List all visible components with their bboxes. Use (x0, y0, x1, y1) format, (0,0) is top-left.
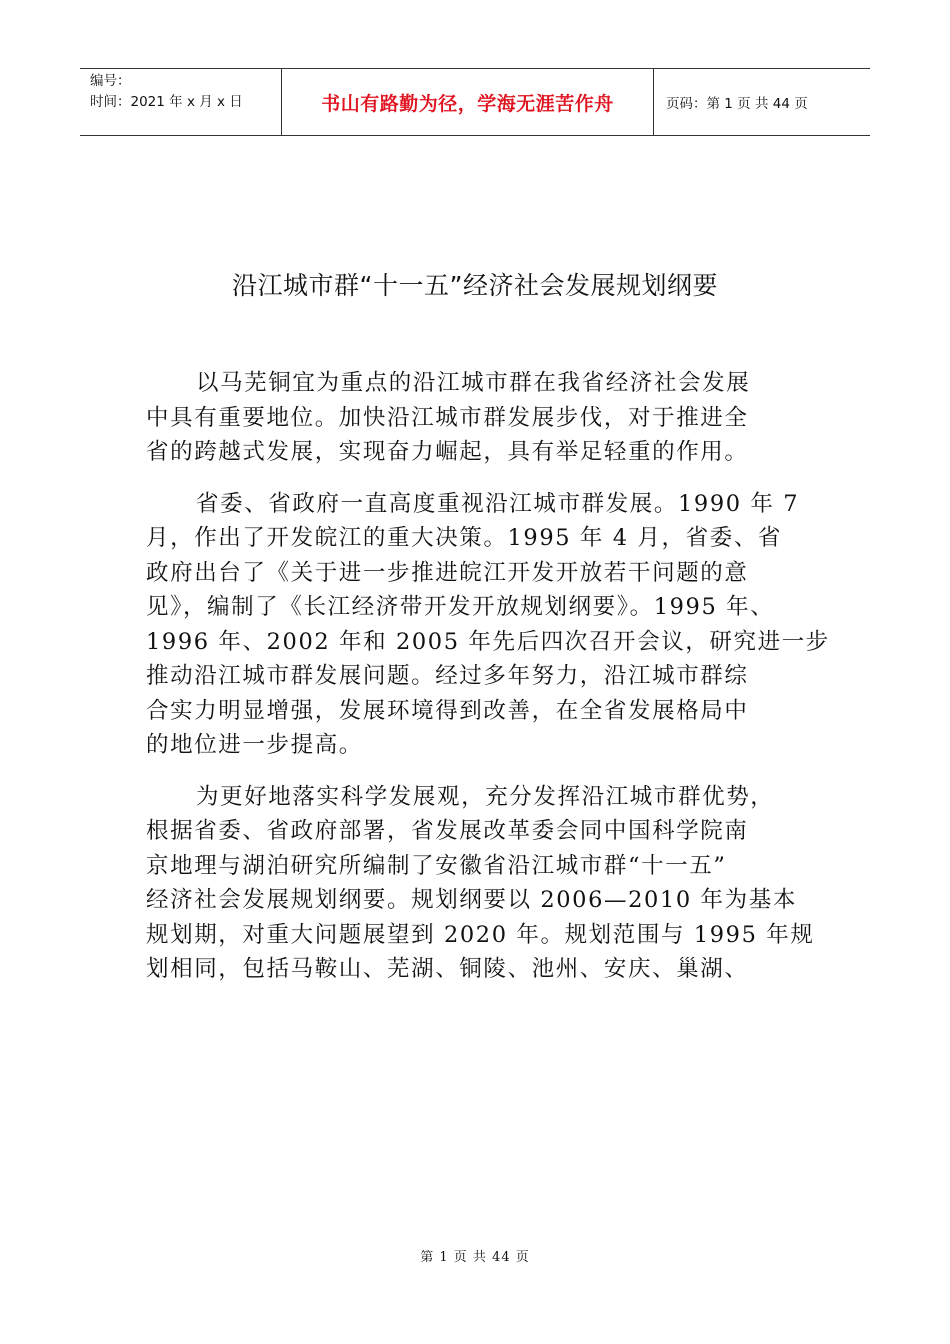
paragraph-line: 为更好地落实科学发展观，充分发挥沿江城市群优势， (196, 783, 775, 810)
header-page-info: 页码：第 1 页 共 44 页 (666, 96, 808, 112)
paragraph-line: 的地位进一步提高。 (146, 732, 363, 758)
document-title: 沿江城市群“十一五”经济社会发展规划纲要 (232, 271, 718, 300)
header-motto: 书山有路勤为径，学海无涯苦作舟 (321, 92, 614, 115)
paragraph-line: 1996 年、2002 年和 2005 年先后四次召开会议，研究进一步 (146, 628, 830, 655)
header-meta (80, 69, 282, 135)
document-date: 时间：2021 年 x 月 x 日 (90, 94, 243, 110)
paragraph-line: 经济社会发展规划纲要。规划纲要以 2006—2010 年为基本 (146, 887, 797, 913)
document-number-label: 编号： (90, 73, 131, 89)
page-footer: 第 1 页 共 44 页 (420, 1250, 530, 1265)
document-body (146, 366, 830, 987)
paragraph-line: 中具有重要地位。加快沿江城市群发展步伐，对于推进全 (146, 404, 749, 431)
paragraph-line: 见》，编制了《长江经济带开发开放规划纲要》。1995 年、 (146, 594, 775, 620)
paragraph-line: 规划期，对重大问题展望到 2020 年。规划范围与 1995 年规 (146, 921, 815, 948)
paragraph-line: 合实力明显增强，发展环境得到改善，在全省发展格局中 (146, 697, 749, 724)
header-motto-cell (282, 69, 654, 135)
paragraph-line: 划相同，包括马鞍山、芜湖、铜陵、池州、安庆、巢湖、 (146, 956, 749, 982)
paragraph-line: 政府出台了《关于进一步推进皖江开发开放若干问题的意 (146, 559, 749, 586)
header-page-info-cell (654, 69, 870, 135)
paragraph-line: 根据省委、省政府部署，省发展改革委会同中国科学院南 (146, 818, 749, 844)
document-header (80, 68, 870, 136)
paragraph-line: 省的跨越式发展，实现奋力崛起，具有举足轻重的作用。 (146, 439, 749, 465)
paragraph-line: 以马芜铜宜为重点的沿江城市群在我省经济社会发展 (196, 370, 751, 396)
paragraph-line: 省委、省政府一直高度重视沿江城市群发展。1990 年 7 (196, 490, 800, 517)
paragraph-line: 京地理与湖泊研究所编制了安徽省沿江城市群“十一五” (146, 852, 727, 879)
paragraph-line: 推动沿江城市群发展问题。经过多年努力，沿江城市群综 (146, 663, 749, 689)
paragraph-line: 月，作出了开发皖江的重大决策。1995 年 4 月，省委、省 (146, 525, 783, 551)
